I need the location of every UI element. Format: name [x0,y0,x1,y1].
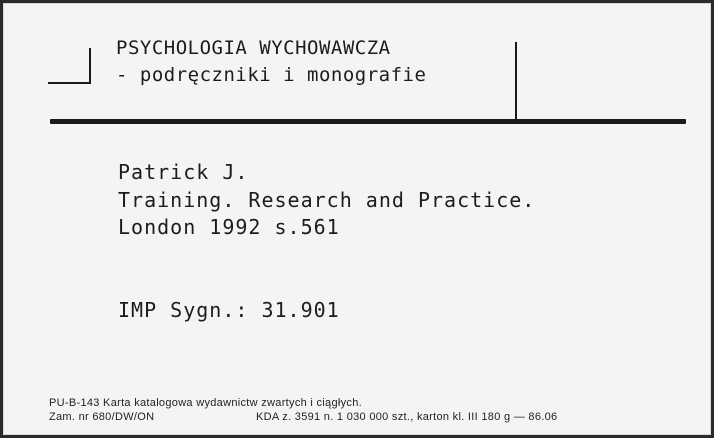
entry-imprint: London 1992 s.561 [118,215,340,239]
left-bracket-line [48,48,91,84]
footer-order-number: Zam. nr 680/DW/ON [49,411,155,423]
call-number: IMP Sygn.: 31.901 [118,298,340,322]
footer-print-info: KDA z. 3591 n. 1 030 000 szt., karton kl. III 180 g — 86.06 [256,411,558,423]
horizontal-rule [50,119,686,124]
catalog-card [3,3,711,435]
entry-author: Patrick J. [118,160,249,184]
subject-subheading: - podręczniki i monografie [116,64,427,86]
footer-form-line: PU-B-143 Karta katalogowa wydawnictw zwartych i ciągłych. [49,397,362,409]
right-vertical-line [515,42,517,120]
entry-title: Training. Research and Practice. [118,188,536,212]
subject-heading: PSYCHOLOGIA WYCHOWAWCZA [116,37,391,59]
